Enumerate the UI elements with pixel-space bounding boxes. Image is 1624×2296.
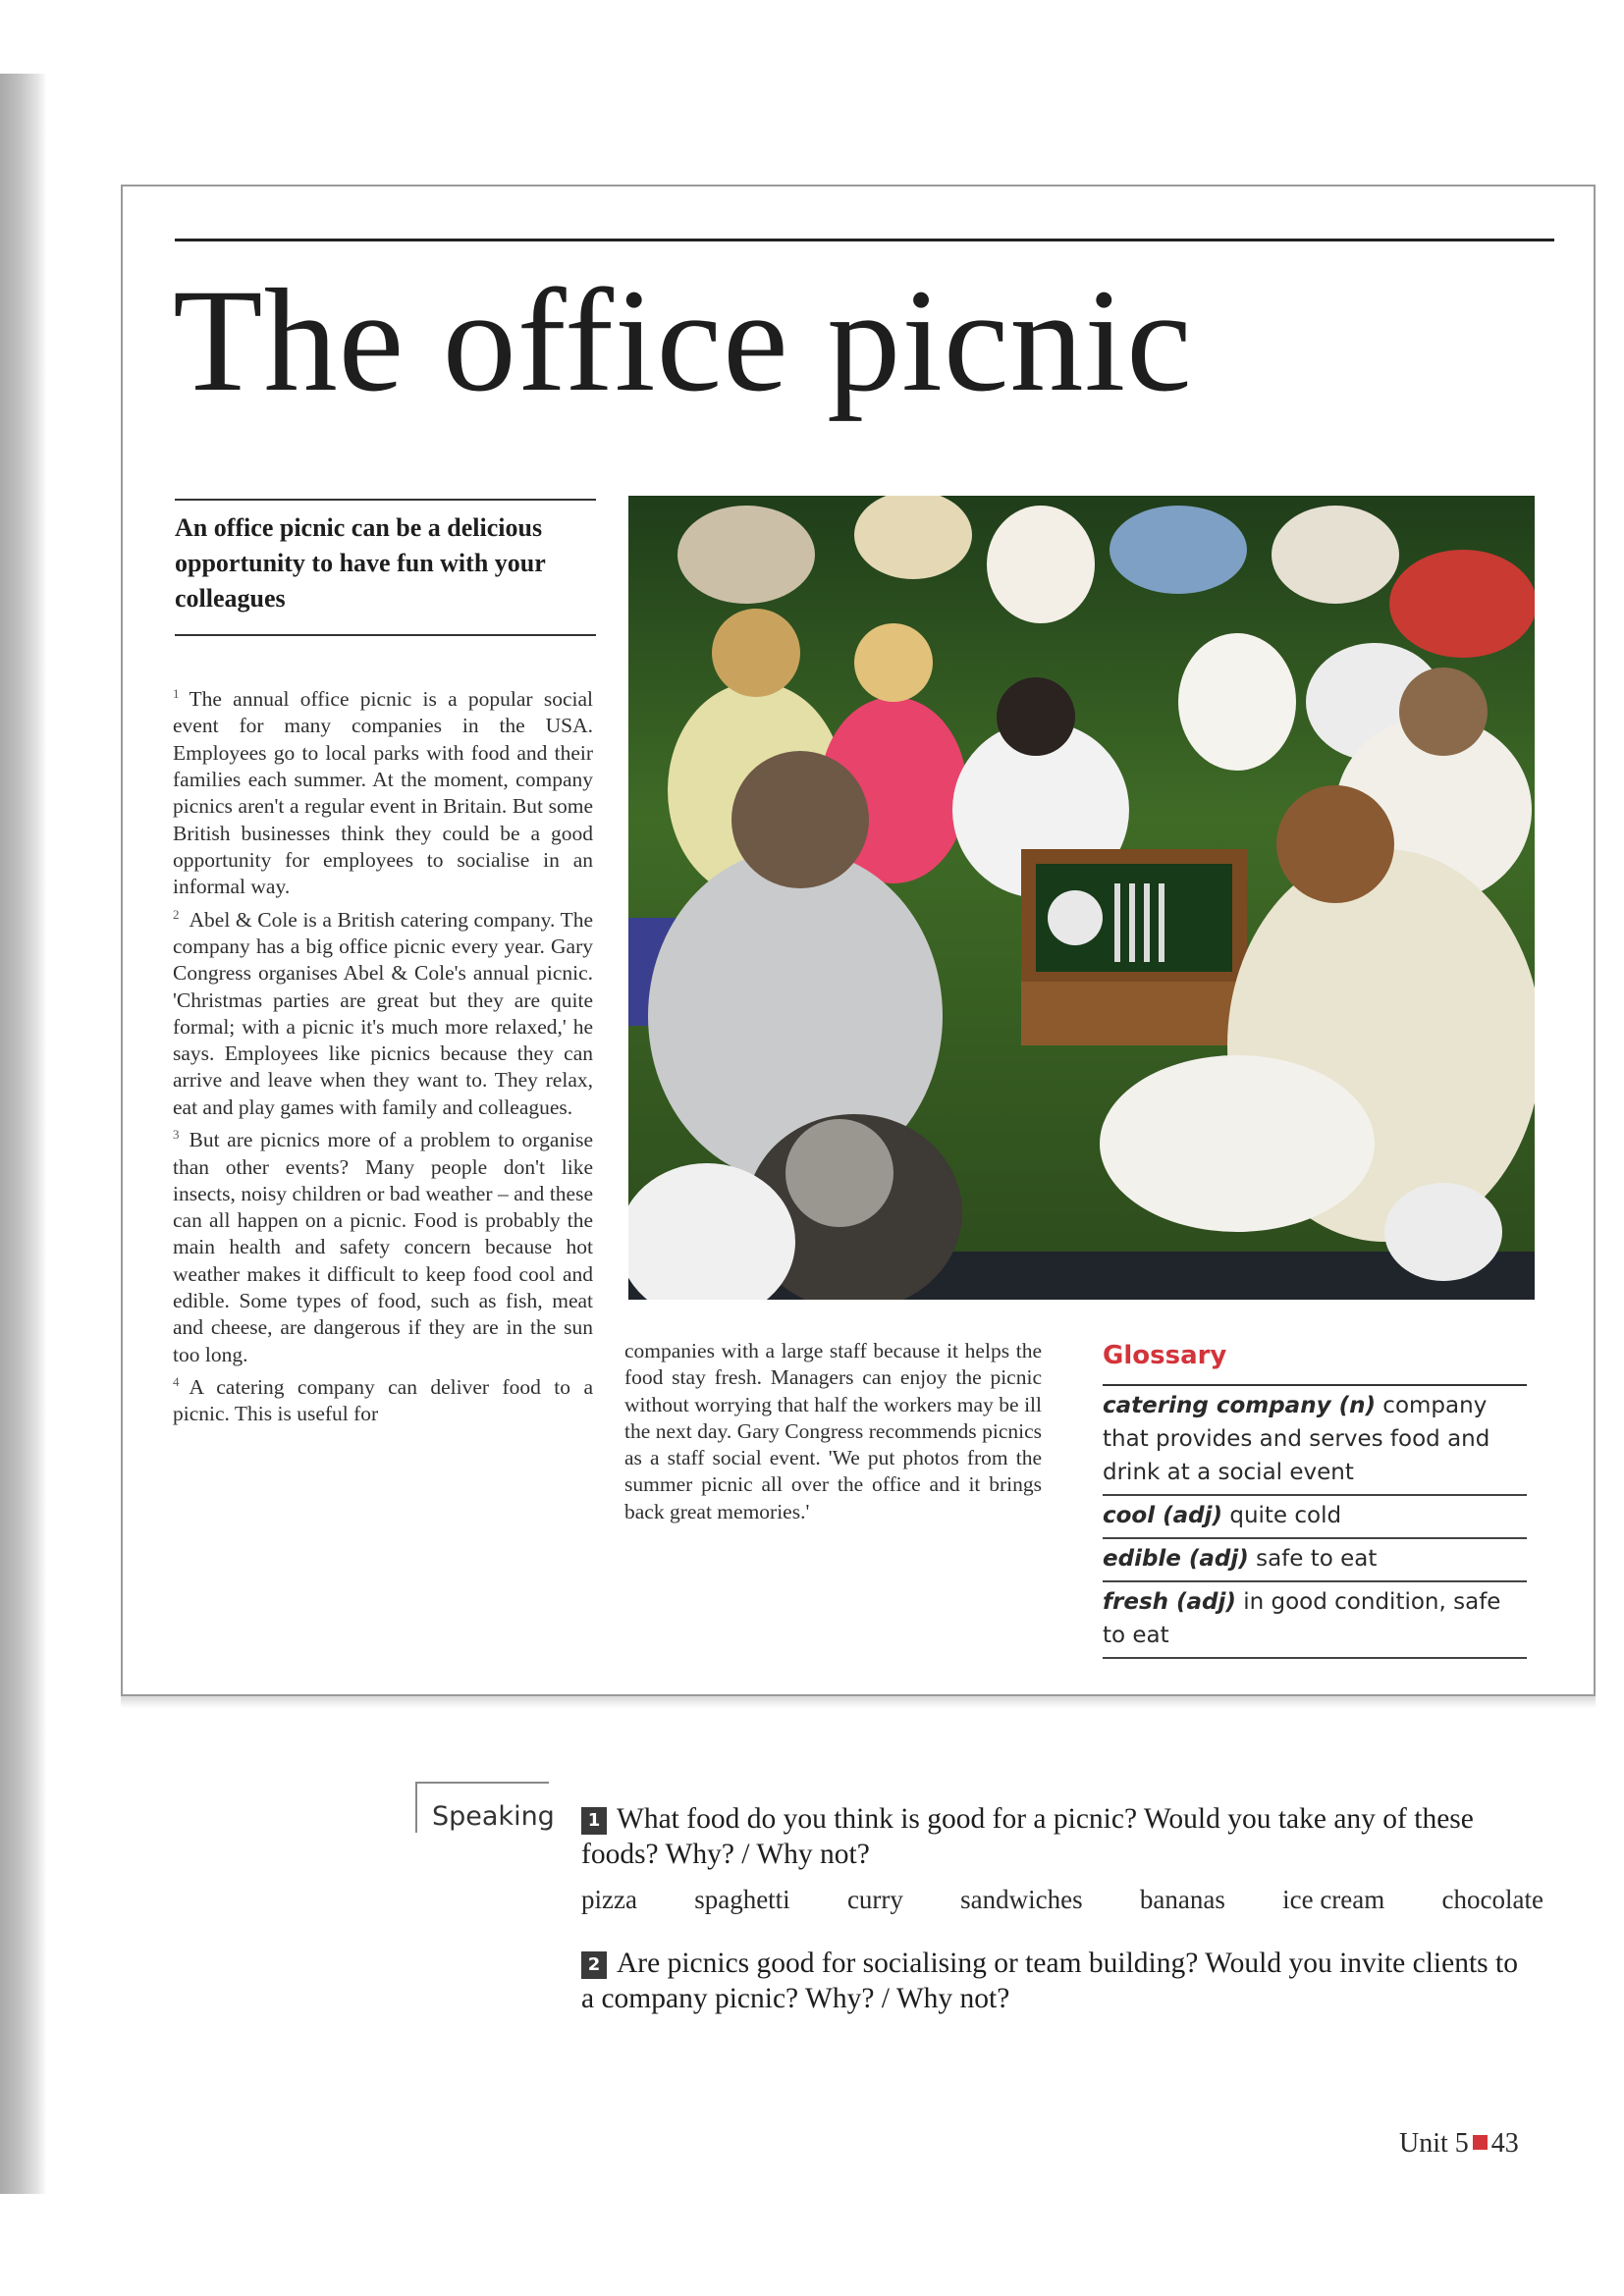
paragraph-number: 2	[173, 906, 180, 922]
article-title: The office picnic	[173, 259, 1193, 422]
article-column-2	[624, 1338, 1042, 1525]
picnic-photo-illustration	[628, 496, 1535, 1300]
paragraph-4	[173, 1368, 593, 1428]
paragraph-2	[173, 901, 593, 1122]
lead-bottom-rule	[175, 634, 596, 636]
article-column-1	[173, 680, 593, 1428]
paragraph-text: The annual office picnic is a popular social event for many companies in the USA. Employees go to local parks with food and their families each summer. At the moment, company picnics aren't a regular event in Britain. But some British businesses think they could be a good opportunity for employees to socialise in an informal way.	[173, 687, 593, 899]
page-footer	[1399, 2128, 1519, 2160]
paragraph-text: Abel & Cole is a British catering company. The company has a big office picnic every year. Gary Congress organises Abel & Cole's annual picnic. 'Christmas parties are great but they are quite formal; with a picnic it's much more relaxed,' he says. Employees like picnics because they can arrive and leave when they want to. They relax, eat and play games with family and colleagues.	[173, 907, 593, 1119]
glossary-term: cool (adj)	[1103, 1503, 1223, 1528]
speaking-question-2	[581, 1946, 1524, 2016]
food-word: chocolate	[1441, 1885, 1543, 1914]
food-word: sandwiches	[960, 1885, 1083, 1914]
red-square-marker	[1473, 2135, 1488, 2150]
paragraph-number: 1	[173, 686, 180, 701]
paragraph-text: A catering company can deliver food to a picnic. This is useful for	[173, 1375, 593, 1426]
glossary-term: edible (adj)	[1103, 1546, 1249, 1572]
glossary-item	[1103, 1582, 1527, 1659]
article-lead: An office picnic can be a delicious opportunity to have fun with your colleagues	[175, 513, 546, 613]
glossary-box	[1103, 1341, 1527, 1659]
frame-shadow	[121, 1696, 1596, 1708]
title-rule	[175, 239, 1554, 241]
paragraph-4-continued: companies with a large staff because it helps the food stay fresh. Managers can enjoy the picnic without worrying that half the workers may be ill the next day. Gary Congress recommends picnics as a staff social event. 'We put photos from the summer picnic all over the office and it brings back great memories.'	[624, 1339, 1042, 1523]
paragraph-1	[173, 680, 593, 901]
food-word: curry	[846, 1885, 903, 1914]
book-spine-shadow	[0, 74, 47, 2194]
glossary-item	[1103, 1496, 1527, 1539]
question-number-badge: 1	[581, 1807, 607, 1835]
paragraph-number: 3	[173, 1127, 180, 1143]
question-number-badge: 2	[581, 1951, 607, 1979]
paragraph-number: 4	[173, 1373, 180, 1389]
food-word-list	[581, 1885, 1543, 1915]
glossary-title: Glossary	[1103, 1341, 1527, 1386]
food-word: ice cream	[1282, 1885, 1385, 1914]
page-number: 43	[1490, 2128, 1519, 2159]
picnic-photo	[628, 496, 1535, 1300]
glossary-definition: quite cold	[1229, 1503, 1342, 1528]
paragraph-3	[173, 1121, 593, 1368]
speaking-question-1	[581, 1801, 1524, 1872]
glossary-term: fresh (adj)	[1103, 1589, 1236, 1615]
glossary-item	[1103, 1539, 1527, 1582]
glossary-item	[1103, 1386, 1527, 1496]
glossary-definition: safe to eat	[1256, 1546, 1378, 1572]
speaking-label: Speaking	[432, 1801, 555, 1832]
glossary-term: catering company (n)	[1103, 1393, 1376, 1418]
lead-top-rule	[175, 499, 596, 501]
glossary-definition: company that provides and serves food and drink at a social event	[1103, 1393, 1490, 1485]
glossary-definition: in good condition, safe to eat	[1103, 1589, 1501, 1648]
paragraph-text: But are picnics more of a problem to organise than other events? Many people don't like insects, noisy children or bad weather – and these can all happen on a picnic. Food is probably the main health and safety concern because hot weather makes it difficult to keep food cool and edible. Some types of food, such as fish, meat and cheese, are dangerous if they are in the sun too long.	[173, 1128, 593, 1366]
food-word: spaghetti	[694, 1885, 790, 1914]
unit-label: Unit 5	[1399, 2128, 1469, 2159]
food-word: bananas	[1139, 1885, 1225, 1914]
food-word: pizza	[581, 1885, 637, 1914]
question-text: What food do you think is good for a picnic? Would you take any of these foods? Why? / Why not?	[581, 1803, 1474, 1870]
question-text: Are picnics good for socialising or team building? Would you invite clients to a company picnic? Why? / Why not?	[581, 1948, 1518, 2014]
